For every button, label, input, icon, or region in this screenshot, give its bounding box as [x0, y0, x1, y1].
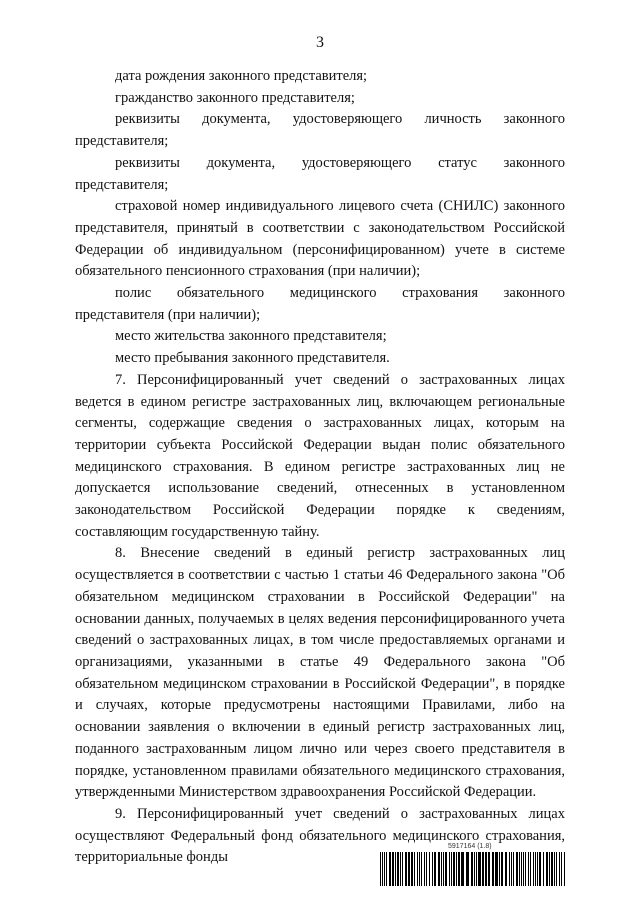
page-number: 3 [316, 34, 324, 51]
paragraph-status-document: реквизиты документа, удостоверяющего статус законного представителя; [75, 154, 565, 193]
paragraph-residence: место жительства законного представителя; [115, 328, 387, 345]
document-code: 5917164 (1.8) [448, 843, 492, 850]
paragraph-item-8: 8. Внесение сведений в единый регистр застрахованных лиц осуществляется в соответствии с частью 1 статьи 46 Федерального закона "Об обязательном медицинском страховании в Российской Федерации" на основании данных, получаемых в целях ведения персонифицированного учета сведений о застрахованных лицах, в том числе предоставляемых органами и организациями, указанными в статье 49 Федерального закона "Об обязательном медицинском страховании в Российской Федерации", в порядке и случаях, которые предусмотрены настоящими Правилами, либо на основании заявления о включении в единый регистр застрахованных лиц, поданного застрахованным лицом лично или через своего представителя в порядке, установленном правилами обязательного медицинского страхования, утвержденными Министерством здравоохранения Российской Федерации. [75, 545, 565, 801]
paragraph-identity-document: реквизиты документа, удостоверяющего личность законного представителя; [75, 111, 565, 150]
paragraph-oms-policy: полис обязательного медицинского страхования законного представителя (при наличии); [75, 285, 565, 323]
paragraph-birth-date: дата рождения законного представителя; [115, 68, 368, 84]
paragraph-citizenship: гражданство законного представителя; [115, 89, 355, 106]
paragraph-item-7: 7. Персонифицированный учет сведений о застрахованных лицах ведется в едином регистре застрахованных лиц, включающем региональные сегменты, содержащие сведения о застрахованных лицах, которым на территории субъекта Российской Федерации выдан полис обязательного медицинского страхования. В едином регистре застрахованных лиц не допускается использование сведений, отнесенных в установленном законодательством Российской Федерации порядке к сведениям, составляющим государственную тайну. [75, 371, 565, 540]
document-body [75, 66, 565, 869]
barcode-image [380, 852, 565, 886]
paragraph-stay-place: место пребывания законного представителя. [115, 350, 390, 367]
paragraph-snils: страховой номер индивидуального лицевого счета (СНИЛС) законного представителя, принятый в соответствии с законодательством Российской Федерации об индивидуальном (персонифицированном) учете в системе обязательного пенсионного страхования (при наличии); [75, 198, 565, 280]
paragraph-item-9: 9. Персонифицированный учет сведений о застрахованных лицах осуществляют Федеральный фонд обязательного медицинского страхования, территориальные фонды [75, 805, 565, 866]
